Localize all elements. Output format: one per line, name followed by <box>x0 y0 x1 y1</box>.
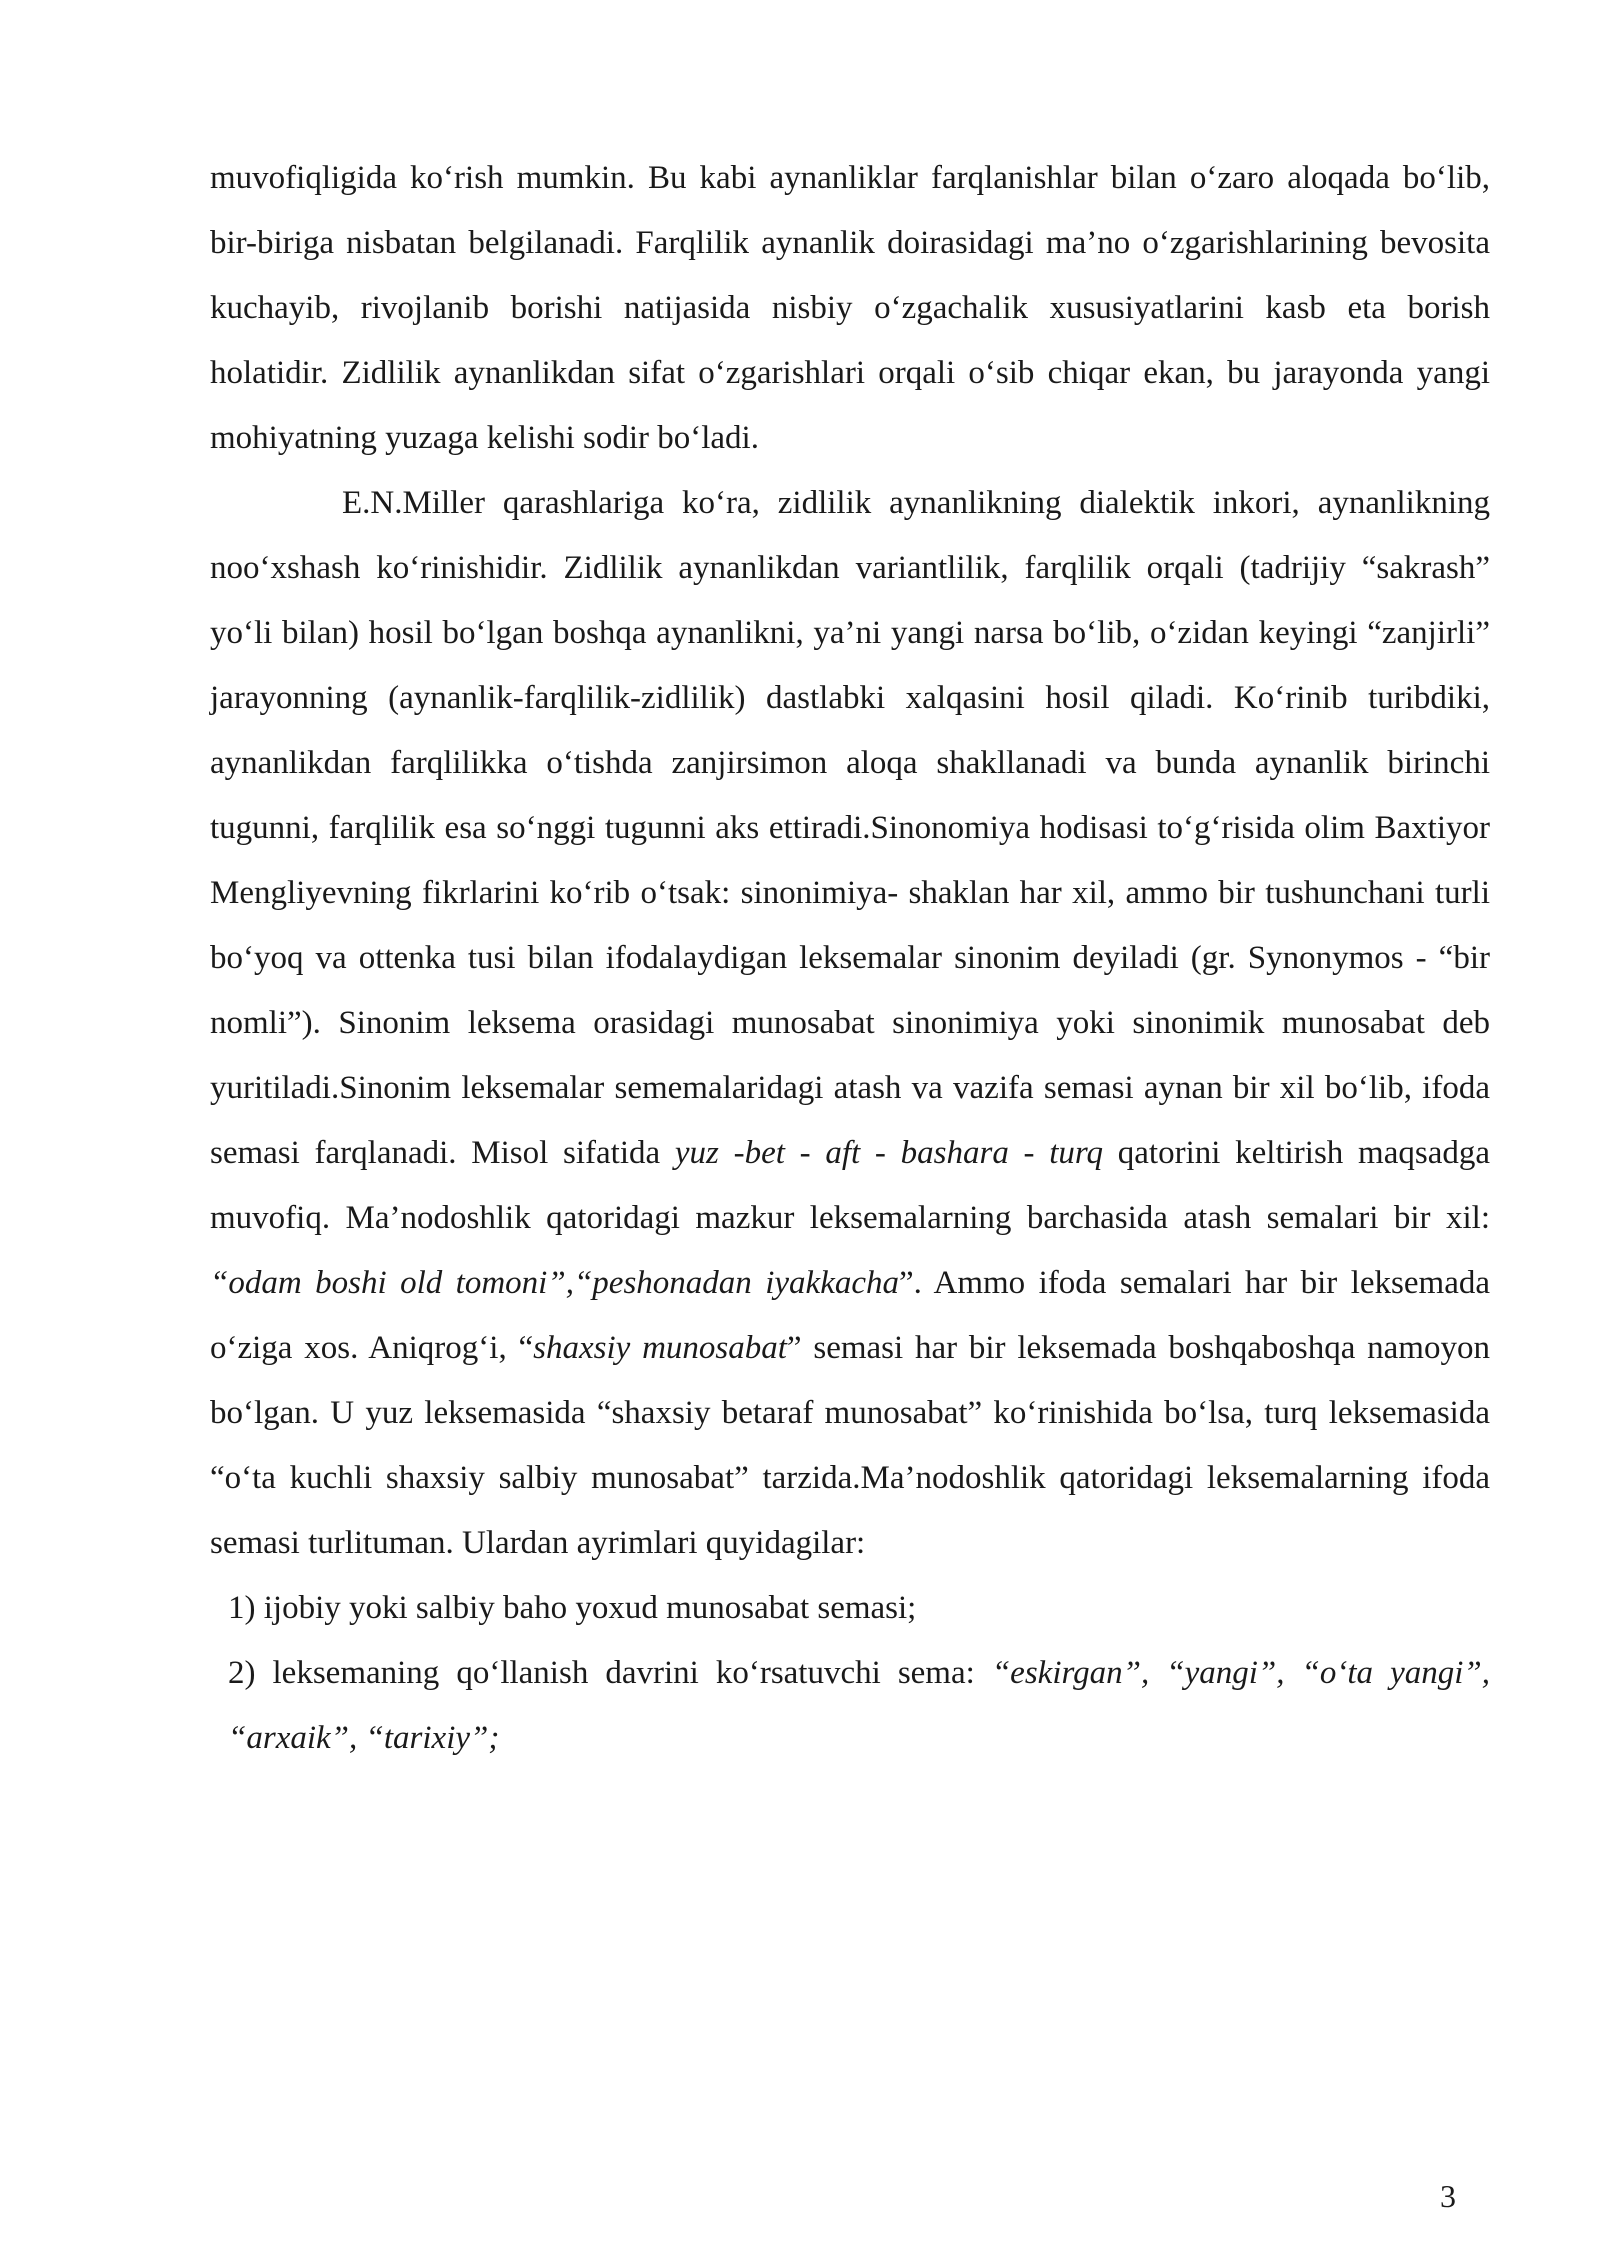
body-text <box>210 146 1490 1771</box>
paragraph-2-text-b: qatorini keltirish maqsadga muvofiq. Ma’nodoshlik qatoridagi mazkur leksemalarning barchasida atash semalari bir xil: <box>210 1135 1490 1236</box>
list-item-2 <box>210 1641 1490 1771</box>
paragraph-2 <box>210 471 1490 1576</box>
seme-name-italic: shaxsiy munosabat <box>533 1330 787 1366</box>
page-number: 3 <box>1440 2178 1456 2214</box>
paragraph-2-text-c: ”. Ammo ifoda semalari har bir leksemada o‘ziga xos. Aniqrog‘i, “ <box>210 1265 1490 1366</box>
list-item-2-text: 2) leksemaning qo‘llanish davrini ko‘rsatuvchi sema: <box>228 1655 992 1691</box>
definition-quote-italic: “odam boshi old tomoni”,“peshonadan iyakkacha <box>210 1265 899 1301</box>
paragraph-1 <box>210 146 1490 471</box>
paragraph-2-text-a: E.N.Miller qarashlariga ko‘ra, zidlilik aynanlikning dialektik inkori, aynanlikning noo‘xshash ko‘rinishidir. Zidlilik aynanlikdan variantlilik, farqlilik orqali (tadrijiy “sakrash” yo‘li bilan) hosil bo‘lgan boshqa aynanlikni, ya’ni yangi narsa bo‘lib, o‘zidan keyingi “zanjirli” jarayonning (aynanlik-farqlilik-zidlilik) dastlabki xalqasini hosil qiladi. Ko‘rinib turibdiki, aynanlikdan farqlilikka o‘tishda zanjirsimon aloqa shakllanadi va bunda aynanlik birinchi tugunni, farqlilik esa so‘nggi tugunni aks ettiradi.Sinonomiya hodisasi to‘g‘risida olim Baxtiyor Mengliyevning fikrlarini ko‘rib o‘tsak: sinonimiya- shaklan har xil, ammo bir tushunchani turli bo‘yoq va ottenka tusi bilan ifodalaydigan leksemalar sinonim deyiladi (gr. Synonymos - “bir nomli”). Sinonim leksema orasidagi munosabat sinonimiya yoki sinonimik munosabat deb yuritiladi.Sinonim leksemalar sememalaridagi atash va vazifa semasi aynan bir xil bo‘lib, ifoda semasi farqlanadi. Misol sifatida <box>210 485 1490 1171</box>
paragraph-1-text: muvofiqligida ko‘rish mumkin. Bu kabi aynanliklar farqlanishlar bilan o‘zaro aloqada bo‘lib, bir-biriga nisbatan belgilanadi. Farqlilik aynanlik doirasidagi ma’no o‘zgarishlarining bevosita kuchayib, rivojlanib borishi natijasida nisbiy o‘zgachalik xususiyatlarini kasb eta borish holatidir. Zidlilik aynanlikdan sifat o‘zgarishlari orqali o‘sib chiqar ekan, bu jarayonda yangi mohiyatning yuzaga kelishi sodir bo‘ladi. <box>210 160 1490 456</box>
list-item-1 <box>210 1576 1490 1641</box>
synonym-row-italic: yuz -bet - aft - bashara - turq <box>674 1135 1104 1171</box>
paragraph-2-text-d: ” semasi har bir leksemada boshqaboshqa namoyon bo‘lgan. U yuz leksemasida “shaxsiy betaraf munosabat” ko‘rinishida bo‘lsa, turq leksemasida “o‘ta kuchli shaxsiy salbiy munosabat” tarzida.Ma’nodoshlik qatoridagi leksemalarning ifoda semasi turlituman. Ulardan ayrimlari quyidagilar: <box>210 1330 1490 1561</box>
list-item-2-examples-italic: “eskirgan”, “yangi”, “o‘ta yangi”, “arxaik”, “tarixiy”; <box>228 1655 1490 1756</box>
list-item-1-text: 1) ijobiy yoki salbiy baho yoxud munosabat semasi; <box>228 1590 917 1626</box>
